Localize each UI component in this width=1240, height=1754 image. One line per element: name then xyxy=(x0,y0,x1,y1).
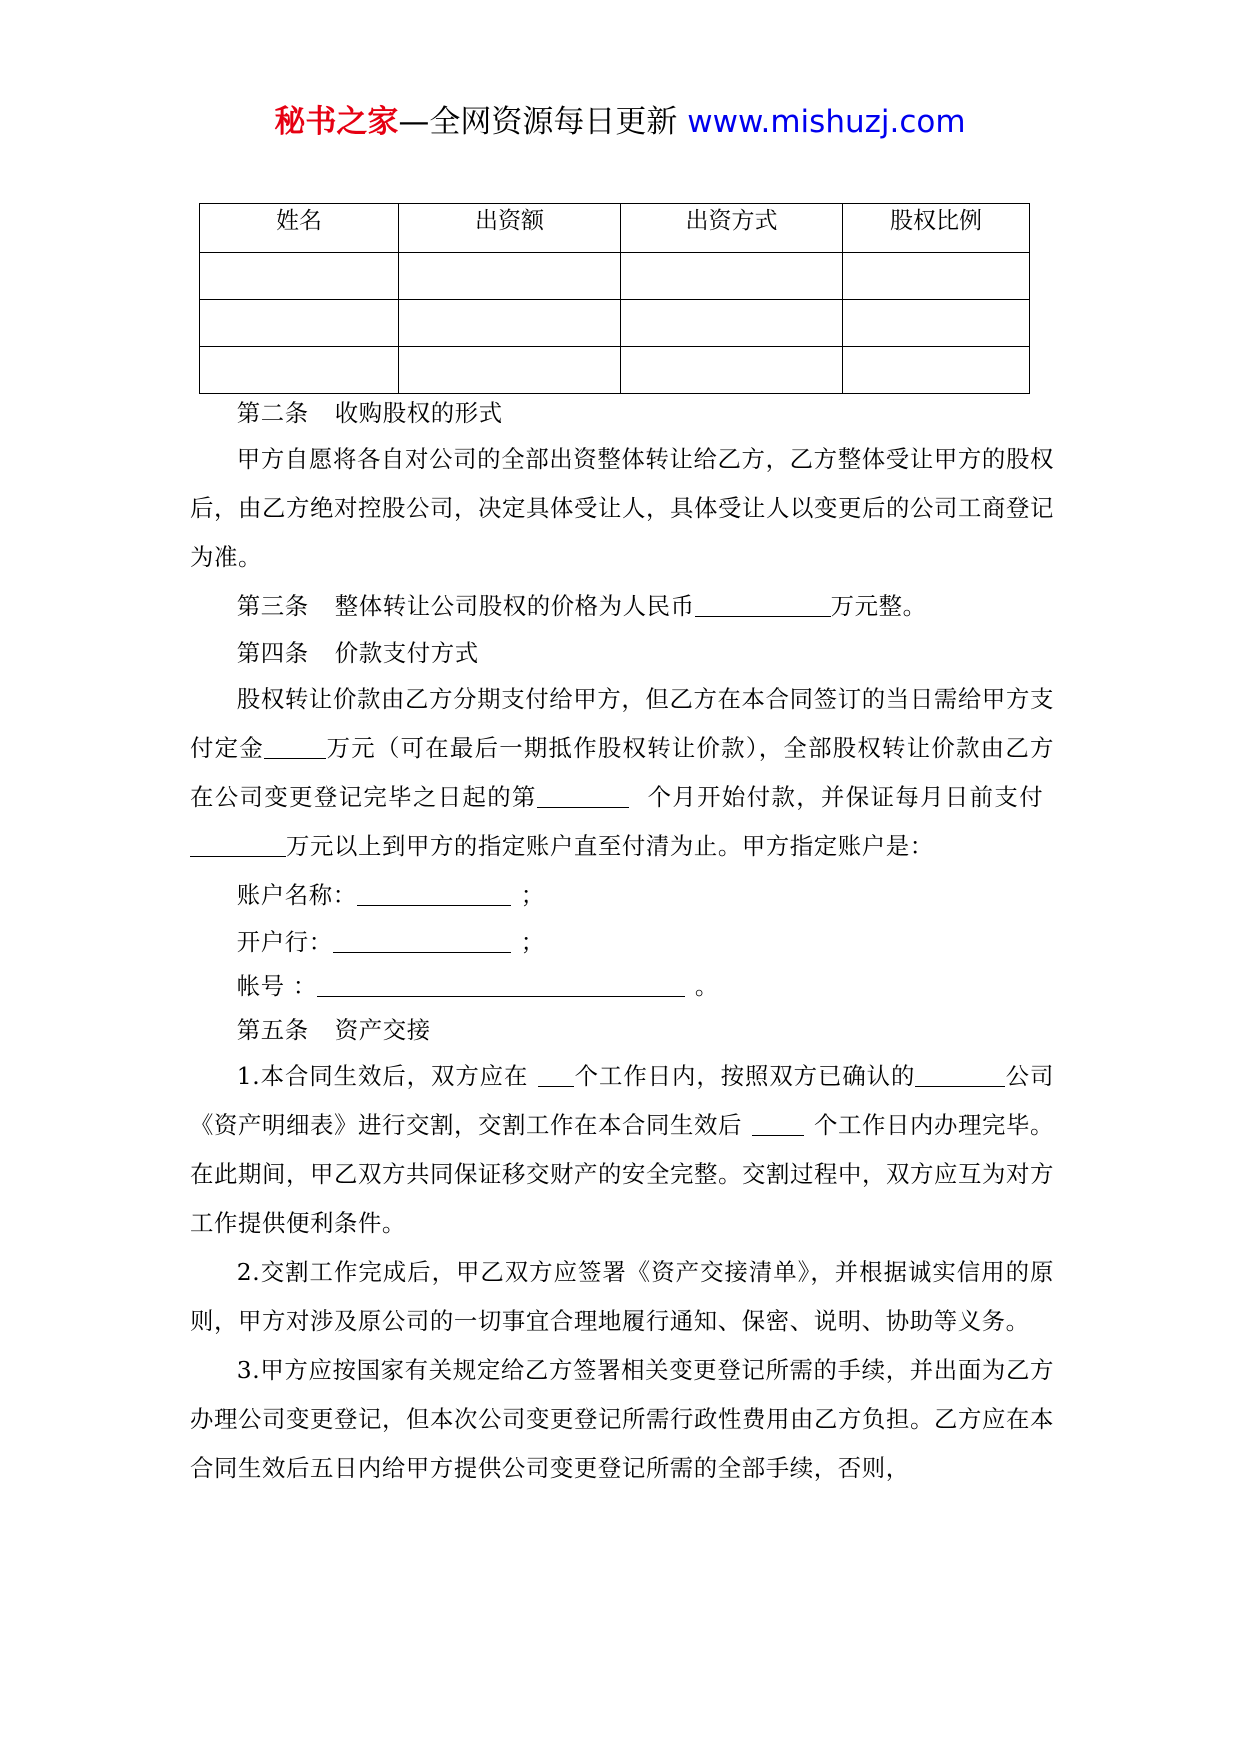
contract-body xyxy=(190,391,1054,1493)
account-name-blank xyxy=(357,882,511,906)
site-url-link[interactable]: www.mishuzj.com xyxy=(687,104,966,140)
bank-line: 开户行： ； xyxy=(236,928,545,956)
article-2-heading: 第二条 收购股权的形式 xyxy=(236,399,503,427)
table-row xyxy=(200,347,1030,394)
table-cell xyxy=(621,300,843,347)
table-cell xyxy=(200,347,399,394)
table-cell xyxy=(621,347,843,394)
month-blank xyxy=(537,784,629,808)
brand-name: 秘书之家 xyxy=(274,104,399,140)
article-2-body: 甲方自愿将各自对公司的全部出资整体转让给乙方，乙方整体受让甲方的股权后，由乙方绝对控股公司，决定具体受让人，具体受让人以变更后的公司工商登记为准。 xyxy=(190,445,1054,571)
account-name-line: 账户名称： ； xyxy=(236,881,545,909)
table-cell xyxy=(200,253,399,300)
deposit-blank xyxy=(264,735,326,759)
workdays-blank xyxy=(538,1063,574,1087)
equity-table xyxy=(199,203,1030,394)
table-row xyxy=(200,300,1030,347)
table-cell xyxy=(621,253,843,300)
article-5-clause-2: 2.交割工作完成后，甲乙双方应签署《资产交接清单》，并根据诚实信用的原则，甲方对涉及原公司的一切事宜合理地履行通知、保密、说明、协助等义务。 xyxy=(190,1258,1054,1335)
table-cell xyxy=(843,347,1030,394)
table-cell xyxy=(200,300,399,347)
account-number-blank xyxy=(317,973,685,997)
brand-slogan: —全网资源每日更新 xyxy=(398,104,678,140)
site-header xyxy=(0,102,1240,142)
article-3: 第三条 整体转让公司股权的价格为人民币 万元整。 xyxy=(236,592,927,620)
table-cell xyxy=(399,253,621,300)
column-header-capital-amount: 出资额 xyxy=(399,204,621,253)
handover-days-blank xyxy=(752,1112,804,1136)
article-4-body: 股权转让价款由乙方分期支付给甲方，但乙方在本合同签订的当日需给甲方支付定金 万元（可在最后一期抵作股权转让价款），全部股权转让价款由乙方在公司变更登记完毕之日起的第 个月开始付款，并保证每月日前支付万元以上到甲方的指定账户直至付清为止。甲方指定账户是： xyxy=(190,685,1054,860)
company-blank xyxy=(915,1063,1005,1087)
price-blank xyxy=(695,593,831,617)
account-number-line: 帐号 ： 。 xyxy=(236,972,719,1000)
table-cell xyxy=(843,253,1030,300)
article-5-clause-3: 3.甲方应按国家有关规定给乙方签署相关变更登记所需的手续，并出面为乙方办理公司变更登记，但本次公司变更登记所需行政性费用由乙方负担。乙方应在本合同生效后五日内给甲方提供公司变更登记所需的全部手续，否则， xyxy=(190,1356,1054,1482)
table-cell xyxy=(399,300,621,347)
table-row xyxy=(200,253,1030,300)
article-5-clause-1: 1.本合同生效后，双方应在 个工作日内，按照双方已确认的 公司《资产明细表》进行交割，交割工作在本合同生效后 个工作日内办理完毕。在此期间，甲乙双方共同保证移交财产的安全完整。交割过程中，双方应互为对方工作提供便利条件。 xyxy=(190,1062,1054,1237)
table-cell xyxy=(399,347,621,394)
column-header-capital-method: 出资方式 xyxy=(621,204,843,253)
column-header-name: 姓名 xyxy=(200,204,399,253)
monthly-amount-blank xyxy=(190,833,286,857)
article-5-heading: 第五条 资产交接 xyxy=(236,1016,431,1044)
column-header-equity-ratio: 股权比例 xyxy=(843,204,1030,253)
table-header-row xyxy=(200,204,1030,253)
table-cell xyxy=(843,300,1030,347)
bank-blank xyxy=(333,929,511,953)
article-4-heading: 第四条 价款支付方式 xyxy=(236,639,479,667)
